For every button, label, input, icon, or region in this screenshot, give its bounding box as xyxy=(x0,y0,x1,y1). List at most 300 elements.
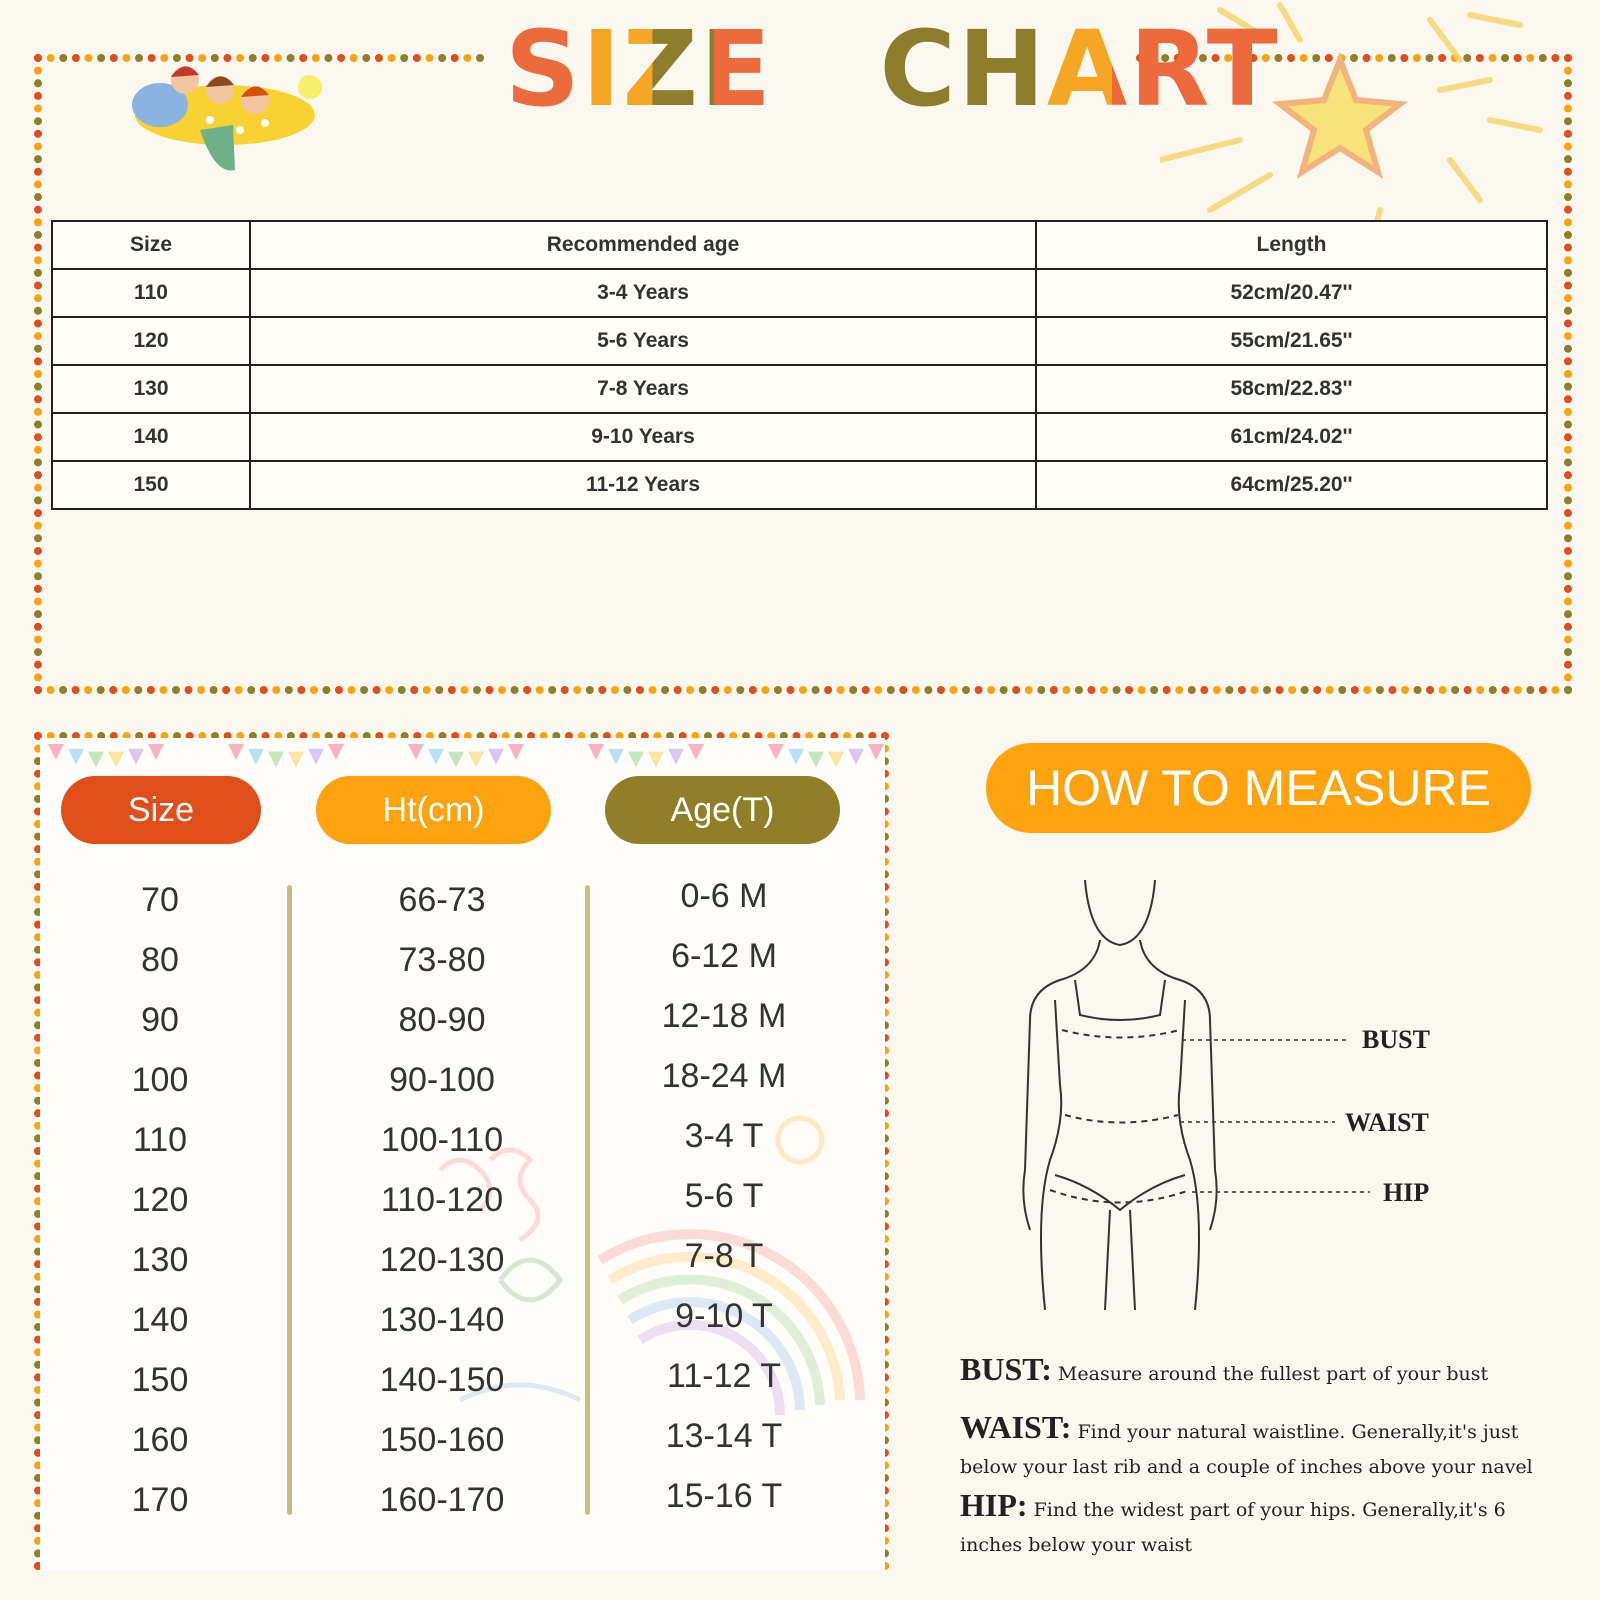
border-dot xyxy=(47,686,55,694)
border-dot xyxy=(1401,686,1409,694)
column-divider xyxy=(585,885,590,1515)
border-dot xyxy=(1564,534,1572,542)
border-dot xyxy=(210,686,218,694)
age-value: 15-16 T xyxy=(665,1477,783,1515)
border-dot xyxy=(34,547,42,555)
bunting-flag xyxy=(868,744,884,760)
border-dot xyxy=(736,686,744,694)
border-dot xyxy=(1564,547,1572,555)
airplane-kids-illustration xyxy=(115,45,335,185)
border-dot xyxy=(473,686,481,694)
how-to-measure-banner xyxy=(986,743,1531,833)
size-header-label: Size xyxy=(127,790,195,829)
border-dot xyxy=(375,54,383,62)
border-dot xyxy=(34,130,42,138)
border-dot xyxy=(1564,572,1572,580)
border-dot xyxy=(1564,522,1572,530)
hip-description xyxy=(960,1488,1560,1563)
border-dot xyxy=(34,256,42,264)
border-dot xyxy=(34,282,42,290)
border-dot xyxy=(1200,686,1208,694)
border-dot xyxy=(1564,458,1572,466)
cell-size: 110 xyxy=(52,269,250,317)
height-value: 100-110 xyxy=(380,1121,504,1159)
border-dot xyxy=(498,686,506,694)
cell-length: 58cm/22.83'' xyxy=(1036,365,1547,413)
border-dot xyxy=(260,686,268,694)
border-dot xyxy=(1564,598,1572,606)
border-dot xyxy=(222,686,230,694)
border-dot xyxy=(548,686,556,694)
cell-age: 11-12 Years xyxy=(250,461,1036,509)
border-dot xyxy=(322,686,330,694)
cell-length: 55cm/21.65'' xyxy=(1036,317,1547,365)
border-dot xyxy=(1050,686,1058,694)
border-dot xyxy=(1451,686,1459,694)
border-dot xyxy=(1564,357,1572,365)
hip-term: HIP: xyxy=(960,1487,1028,1523)
border-dot xyxy=(1564,471,1572,479)
border-dot xyxy=(799,686,807,694)
size-value: 170 xyxy=(131,1481,189,1519)
border-dot xyxy=(485,686,493,694)
border-dot xyxy=(388,54,396,62)
border-dot xyxy=(34,560,42,568)
border-dot xyxy=(34,155,42,163)
border-dot xyxy=(1250,686,1258,694)
border-dot xyxy=(34,92,42,100)
border-dot xyxy=(1564,509,1572,517)
bunting-flag xyxy=(408,744,424,760)
bunting-flag xyxy=(828,752,844,768)
border-dot xyxy=(1276,686,1284,694)
border-dot xyxy=(786,686,794,694)
border-dot xyxy=(34,509,42,517)
border-dot xyxy=(837,686,845,694)
height-value: 150-160 xyxy=(379,1421,505,1459)
border-dot xyxy=(34,307,42,315)
border-dot xyxy=(674,686,682,694)
table-row xyxy=(52,269,1547,317)
border-dot xyxy=(34,294,42,302)
size-value: 130 xyxy=(131,1241,189,1279)
bunting-flag xyxy=(268,752,284,768)
how-to-measure-title: HOW TO MEASURE xyxy=(1026,760,1491,816)
border-dot xyxy=(159,686,167,694)
border-dot xyxy=(1564,686,1572,694)
title-chart: CHART xyxy=(879,8,1280,130)
border-dot xyxy=(1564,383,1572,391)
border-dot xyxy=(451,54,459,62)
border-dot xyxy=(812,686,820,694)
border-dot xyxy=(1062,686,1070,694)
border-dot xyxy=(1564,395,1572,403)
border-dot xyxy=(34,522,42,530)
border-dot xyxy=(1388,686,1396,694)
border-dot xyxy=(285,686,293,694)
border-dot xyxy=(912,686,920,694)
border-dot xyxy=(1426,686,1434,694)
border-dot xyxy=(147,686,155,694)
border-dot xyxy=(413,54,421,62)
border-dot xyxy=(463,54,471,62)
bunting-flag xyxy=(648,752,664,768)
border-dot xyxy=(34,408,42,416)
border-dot xyxy=(1564,484,1572,492)
border-dot xyxy=(34,610,42,618)
border-dot xyxy=(561,686,569,694)
bunting-flag xyxy=(788,749,804,765)
border-dot xyxy=(1564,370,1572,378)
border-dot xyxy=(109,686,117,694)
age-value: 11-12 T xyxy=(666,1357,782,1395)
table-row xyxy=(52,461,1547,509)
border-dot xyxy=(1564,307,1572,315)
border-dot xyxy=(924,686,932,694)
border-dot xyxy=(1288,686,1296,694)
border-dot xyxy=(310,686,318,694)
border-dot xyxy=(34,244,42,252)
border-dot xyxy=(749,686,757,694)
age-value: 12-18 M xyxy=(661,997,787,1035)
border-dot xyxy=(699,686,707,694)
border-dot xyxy=(34,79,42,87)
border-dot xyxy=(1376,686,1384,694)
border-dot xyxy=(34,370,42,378)
cell-size: 140 xyxy=(52,413,250,461)
border-dot xyxy=(172,686,180,694)
border-dot xyxy=(523,686,531,694)
border-dot xyxy=(34,54,42,62)
border-dot xyxy=(34,648,42,656)
title-size: SIZE xyxy=(505,8,774,130)
age-value: 0-6 M xyxy=(680,877,768,915)
age-value: 5-6 T xyxy=(684,1177,764,1215)
age-header-pill xyxy=(605,776,840,844)
border-dot xyxy=(34,231,42,239)
size-value: 140 xyxy=(131,1301,189,1339)
border-dot xyxy=(1313,686,1321,694)
waist-term: WAIST: xyxy=(960,1409,1072,1445)
border-dot xyxy=(1564,661,1572,669)
border-dot xyxy=(1564,648,1572,656)
border-dot xyxy=(134,686,142,694)
bunting-flag xyxy=(508,744,524,760)
cell-length: 52cm/20.47'' xyxy=(1036,269,1547,317)
border-dot xyxy=(874,686,882,694)
border-dot xyxy=(1175,686,1183,694)
border-dot xyxy=(435,686,443,694)
border-dot xyxy=(1213,686,1221,694)
border-dot xyxy=(34,117,42,125)
border-dot xyxy=(1564,560,1572,568)
height-value: 90-100 xyxy=(389,1061,495,1099)
cell-age: 3-4 Years xyxy=(250,269,1036,317)
border-dot xyxy=(400,54,408,62)
border-dot xyxy=(385,686,393,694)
border-dot xyxy=(1539,686,1547,694)
border-dot xyxy=(1564,319,1572,327)
header-size: Size xyxy=(52,221,250,269)
border-dot xyxy=(887,686,895,694)
border-dot xyxy=(1225,686,1233,694)
border-dot xyxy=(335,686,343,694)
height-value: 80-90 xyxy=(398,1001,486,1039)
border-dot xyxy=(34,218,42,226)
cell-age: 9-10 Years xyxy=(250,413,1036,461)
border-dot xyxy=(476,54,484,62)
border-dot xyxy=(1025,686,1033,694)
border-dot xyxy=(1564,635,1572,643)
size-value: 150 xyxy=(131,1361,189,1399)
border-dot xyxy=(34,534,42,542)
border-dot xyxy=(34,269,42,277)
border-dot xyxy=(611,686,619,694)
cell-length: 61cm/24.02'' xyxy=(1036,413,1547,461)
border-dot xyxy=(350,54,358,62)
border-dot xyxy=(34,585,42,593)
bunting-flag xyxy=(468,752,484,768)
size-value: 110 xyxy=(132,1121,188,1159)
border-dot xyxy=(247,686,255,694)
border-dot xyxy=(410,686,418,694)
border-dot xyxy=(34,686,42,694)
border-dot xyxy=(184,686,192,694)
bunting-flag xyxy=(68,749,84,765)
border-dot xyxy=(34,598,42,606)
border-dot xyxy=(34,433,42,441)
border-dot xyxy=(34,623,42,631)
border-dot xyxy=(623,686,631,694)
height-value: 130-140 xyxy=(379,1301,505,1339)
border-dot xyxy=(235,686,243,694)
border-dot xyxy=(1564,294,1572,302)
border-dot xyxy=(661,686,669,694)
border-dot xyxy=(1551,686,1559,694)
bunting-decoration xyxy=(40,740,885,780)
table-header-row xyxy=(52,221,1547,269)
border-dot xyxy=(586,686,594,694)
header-recommended-age: Recommended age xyxy=(250,221,1036,269)
border-dot xyxy=(686,686,694,694)
border-dot xyxy=(962,686,970,694)
height-header-pill xyxy=(316,776,551,844)
border-dot xyxy=(1363,686,1371,694)
border-dot xyxy=(1338,686,1346,694)
border-dot xyxy=(1012,686,1020,694)
size-value: 120 xyxy=(131,1181,189,1219)
border-dot xyxy=(34,383,42,391)
border-dot xyxy=(34,395,42,403)
height-column xyxy=(322,870,562,1530)
bust-text: Measure around the fullest part of your bust xyxy=(1057,1363,1489,1385)
border-dot xyxy=(362,54,370,62)
border-dot xyxy=(448,686,456,694)
border-dot xyxy=(297,686,305,694)
border-dot xyxy=(425,54,433,62)
border-dot xyxy=(1087,686,1095,694)
table-row xyxy=(52,317,1547,365)
border-dot xyxy=(1238,686,1246,694)
page-title xyxy=(505,8,1280,130)
border-dot xyxy=(1564,345,1572,353)
border-dot xyxy=(849,686,857,694)
border-dot xyxy=(824,686,832,694)
bunting-flag xyxy=(288,752,304,768)
border-dot xyxy=(987,686,995,694)
body-measurement-diagram xyxy=(1020,870,1420,1320)
age-value: 7-8 T xyxy=(684,1237,764,1275)
border-dot xyxy=(34,142,42,150)
border-dot xyxy=(34,180,42,188)
border-dot xyxy=(1501,686,1509,694)
border-dot xyxy=(1564,623,1572,631)
border-dot xyxy=(34,446,42,454)
border-dot xyxy=(34,319,42,327)
border-dot xyxy=(34,673,42,681)
border-dot xyxy=(59,686,67,694)
border-dot xyxy=(1414,686,1422,694)
border-dot xyxy=(122,686,130,694)
border-dot xyxy=(1113,686,1121,694)
bunting-flag xyxy=(428,749,444,765)
border-dot xyxy=(1564,282,1572,290)
height-value: 120-130 xyxy=(379,1241,505,1279)
cell-length: 64cm/25.20'' xyxy=(1036,461,1547,509)
border-dot xyxy=(34,206,42,214)
size-value: 80 xyxy=(141,941,179,979)
size-value: 160 xyxy=(131,1421,189,1459)
border-dot xyxy=(1564,610,1572,618)
border-dot xyxy=(1301,686,1309,694)
bunting-flag xyxy=(628,752,644,768)
border-dot xyxy=(1263,686,1271,694)
border-dot xyxy=(1564,269,1572,277)
bunting-flag xyxy=(488,749,504,765)
bunting-flag xyxy=(768,744,784,760)
border-dot xyxy=(1564,446,1572,454)
border-dot xyxy=(348,686,356,694)
bunting-flag xyxy=(668,749,684,765)
age-header-label: Age(T) xyxy=(670,790,775,829)
border-dot xyxy=(34,67,42,75)
border-dot xyxy=(1075,686,1083,694)
bust-term: BUST: xyxy=(960,1351,1052,1387)
bunting-flag xyxy=(448,752,464,768)
border-dot xyxy=(1564,421,1572,429)
border-dot xyxy=(1514,686,1522,694)
cell-size: 120 xyxy=(52,317,250,365)
waist-description xyxy=(960,1410,1560,1485)
border-dot xyxy=(72,686,80,694)
border-dot xyxy=(1351,686,1359,694)
height-value: 160-170 xyxy=(379,1481,505,1519)
border-dot xyxy=(1489,686,1497,694)
border-dot xyxy=(536,686,544,694)
cell-age: 5-6 Years xyxy=(250,317,1036,365)
border-dot xyxy=(34,421,42,429)
age-value: 6-12 M xyxy=(671,937,777,975)
height-value: 66-73 xyxy=(398,881,486,919)
size-value: 100 xyxy=(131,1061,189,1099)
border-dot xyxy=(975,686,983,694)
border-dot xyxy=(761,686,769,694)
border-dot xyxy=(1125,686,1133,694)
border-dot xyxy=(1439,686,1447,694)
border-dot xyxy=(1138,686,1146,694)
border-dot xyxy=(34,458,42,466)
border-dot xyxy=(84,686,92,694)
border-dot xyxy=(1564,332,1572,340)
border-dot xyxy=(360,686,368,694)
bunting-flag xyxy=(808,752,824,768)
height-header-label: Ht(cm) xyxy=(382,790,485,829)
border-dot xyxy=(511,686,519,694)
border-dot xyxy=(949,686,957,694)
border-dot xyxy=(1188,686,1196,694)
bunting-flag xyxy=(48,744,64,760)
age-value: 3-4 T xyxy=(684,1117,764,1155)
border-dot xyxy=(460,686,468,694)
border-dot xyxy=(1037,686,1045,694)
border-dot xyxy=(598,686,606,694)
border-dot xyxy=(423,686,431,694)
border-dot xyxy=(47,54,55,62)
border-dot xyxy=(636,686,644,694)
hip-label: HIP xyxy=(1383,1178,1430,1207)
size-value: 70 xyxy=(141,881,179,919)
border-dot xyxy=(1564,585,1572,593)
border-dot xyxy=(1326,686,1334,694)
border-dot xyxy=(373,686,381,694)
height-value: 140-150 xyxy=(379,1361,505,1399)
border-dot xyxy=(337,54,345,62)
border-dot xyxy=(711,686,719,694)
bunting-flag xyxy=(588,744,604,760)
bunting-flag xyxy=(108,752,124,768)
bust-description xyxy=(960,1352,1560,1392)
cell-size: 130 xyxy=(52,365,250,413)
size-value: 90 xyxy=(141,1001,179,1039)
border-dot xyxy=(1464,686,1472,694)
border-dot xyxy=(1163,686,1171,694)
border-dot xyxy=(1526,686,1534,694)
bunting-flag xyxy=(308,749,324,765)
size-column xyxy=(40,870,280,1530)
bunting-flag xyxy=(148,744,164,760)
border-dot xyxy=(34,484,42,492)
waist-text: Find your natural waistline. Generally,it's just below your last rib and a couple of inches above your navel xyxy=(960,1421,1533,1478)
border-dot xyxy=(34,357,42,365)
waist-label: WAIST xyxy=(1345,1108,1429,1137)
border-dot xyxy=(34,168,42,176)
border-dot xyxy=(899,686,907,694)
age-column xyxy=(604,866,844,1526)
table-row xyxy=(52,365,1547,413)
bunting-flag xyxy=(248,749,264,765)
column-divider xyxy=(287,885,292,1515)
border-dot xyxy=(197,686,205,694)
border-dot xyxy=(34,661,42,669)
length-size-table xyxy=(51,220,1548,510)
border-dot xyxy=(34,193,42,201)
bunting-flag xyxy=(848,749,864,765)
table-row xyxy=(52,413,1547,461)
cell-size: 150 xyxy=(52,461,250,509)
border-dot xyxy=(573,686,581,694)
height-value: 110-120 xyxy=(380,1181,504,1219)
border-dot xyxy=(862,686,870,694)
